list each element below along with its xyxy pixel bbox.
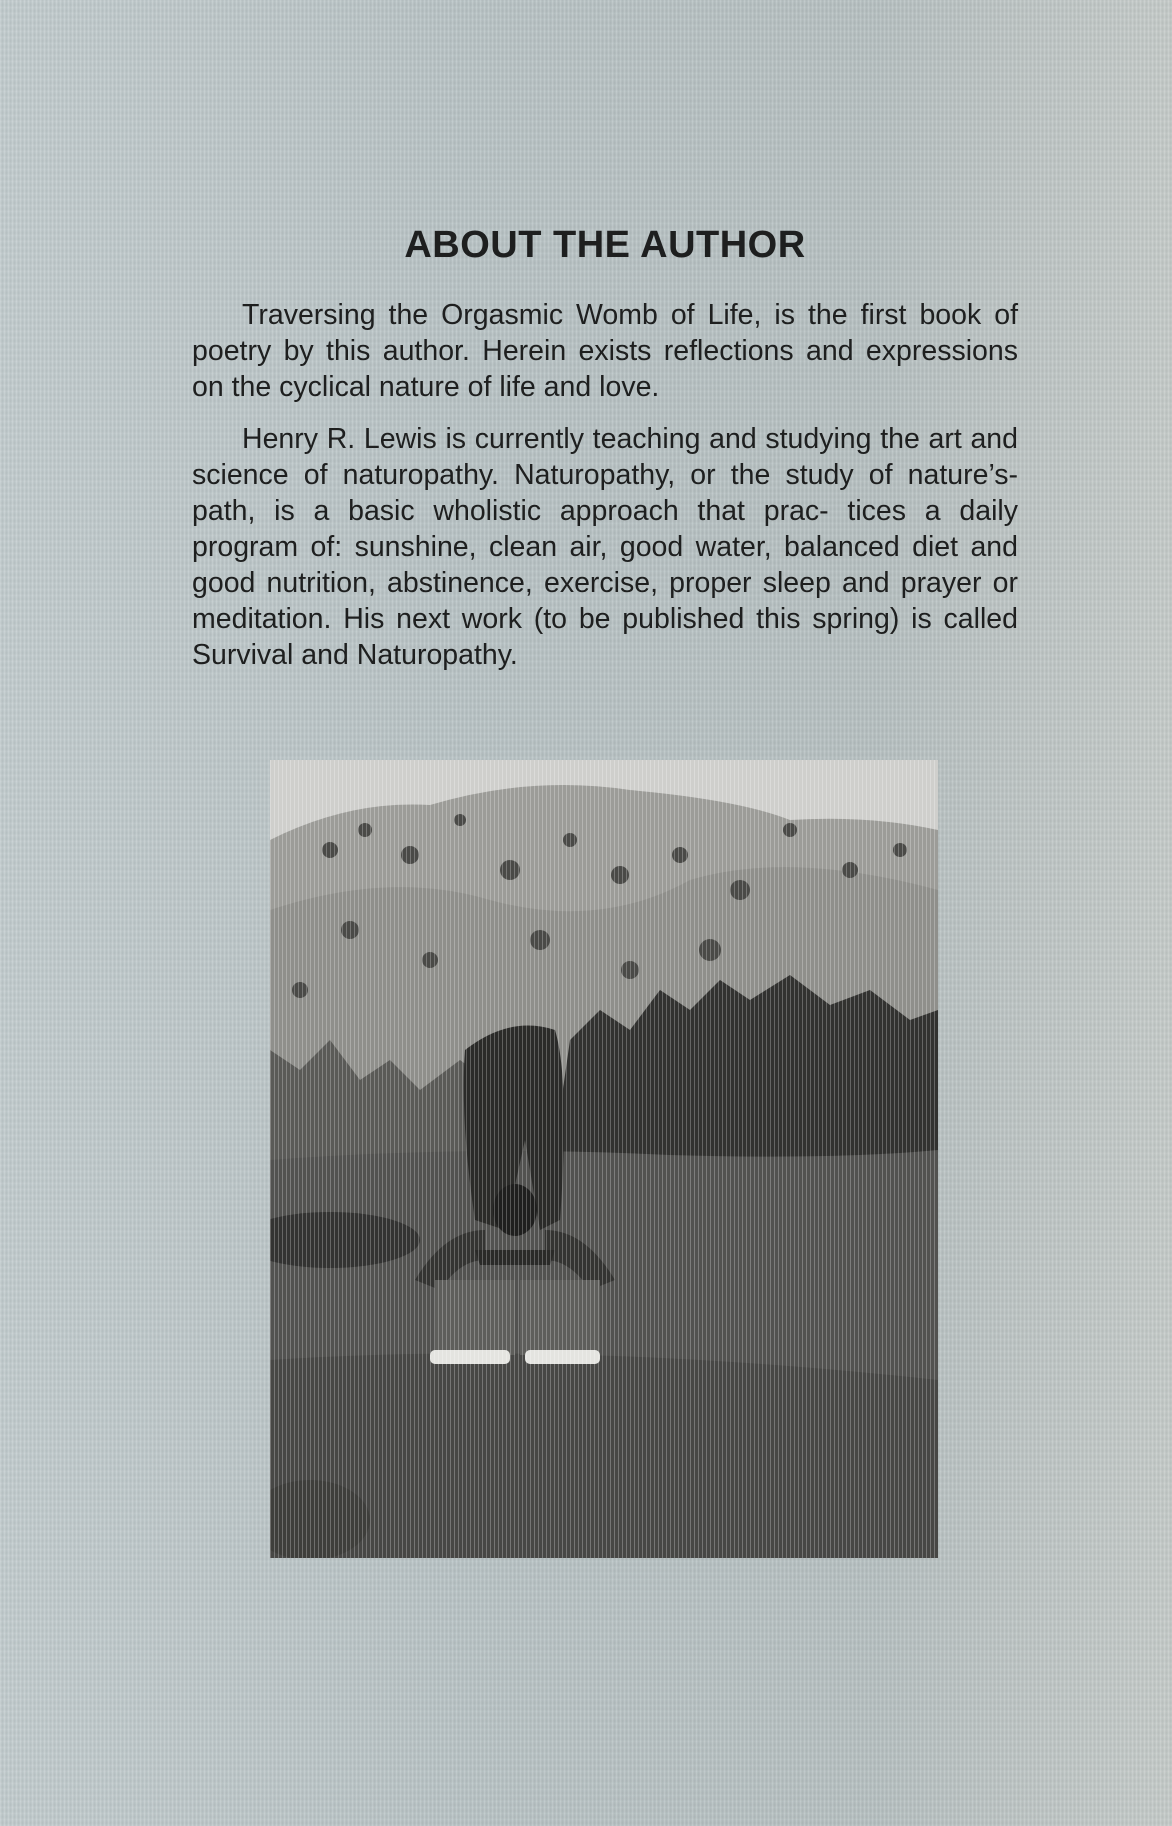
section-title: ABOUT THE AUTHOR: [404, 224, 806, 266]
paragraph-bio: Henry R. Lewis is currently teaching and studying the art and science of naturopathy. Naturopathy, or the study of nature’s-path, is a basic wholistic approach that prac- tices a daily program of: sunshine, clean air, good water, balanced diet and good nutrition, abstinence, exercise, proper sleep and prayer or meditation. His next work (to be published this spring) is called Survival and Naturopathy.: [192, 423, 1018, 671]
author-photo-illustration: [270, 760, 938, 1558]
about-author-section: [192, 215, 1018, 689]
paragraph-intro: Traversing the Orgasmic Womb of Life, is the first book of poetry by this author. Herein exists reflections and expressions on the cyclical nature of life and love.: [192, 299, 1018, 403]
author-photo: [270, 760, 938, 1558]
